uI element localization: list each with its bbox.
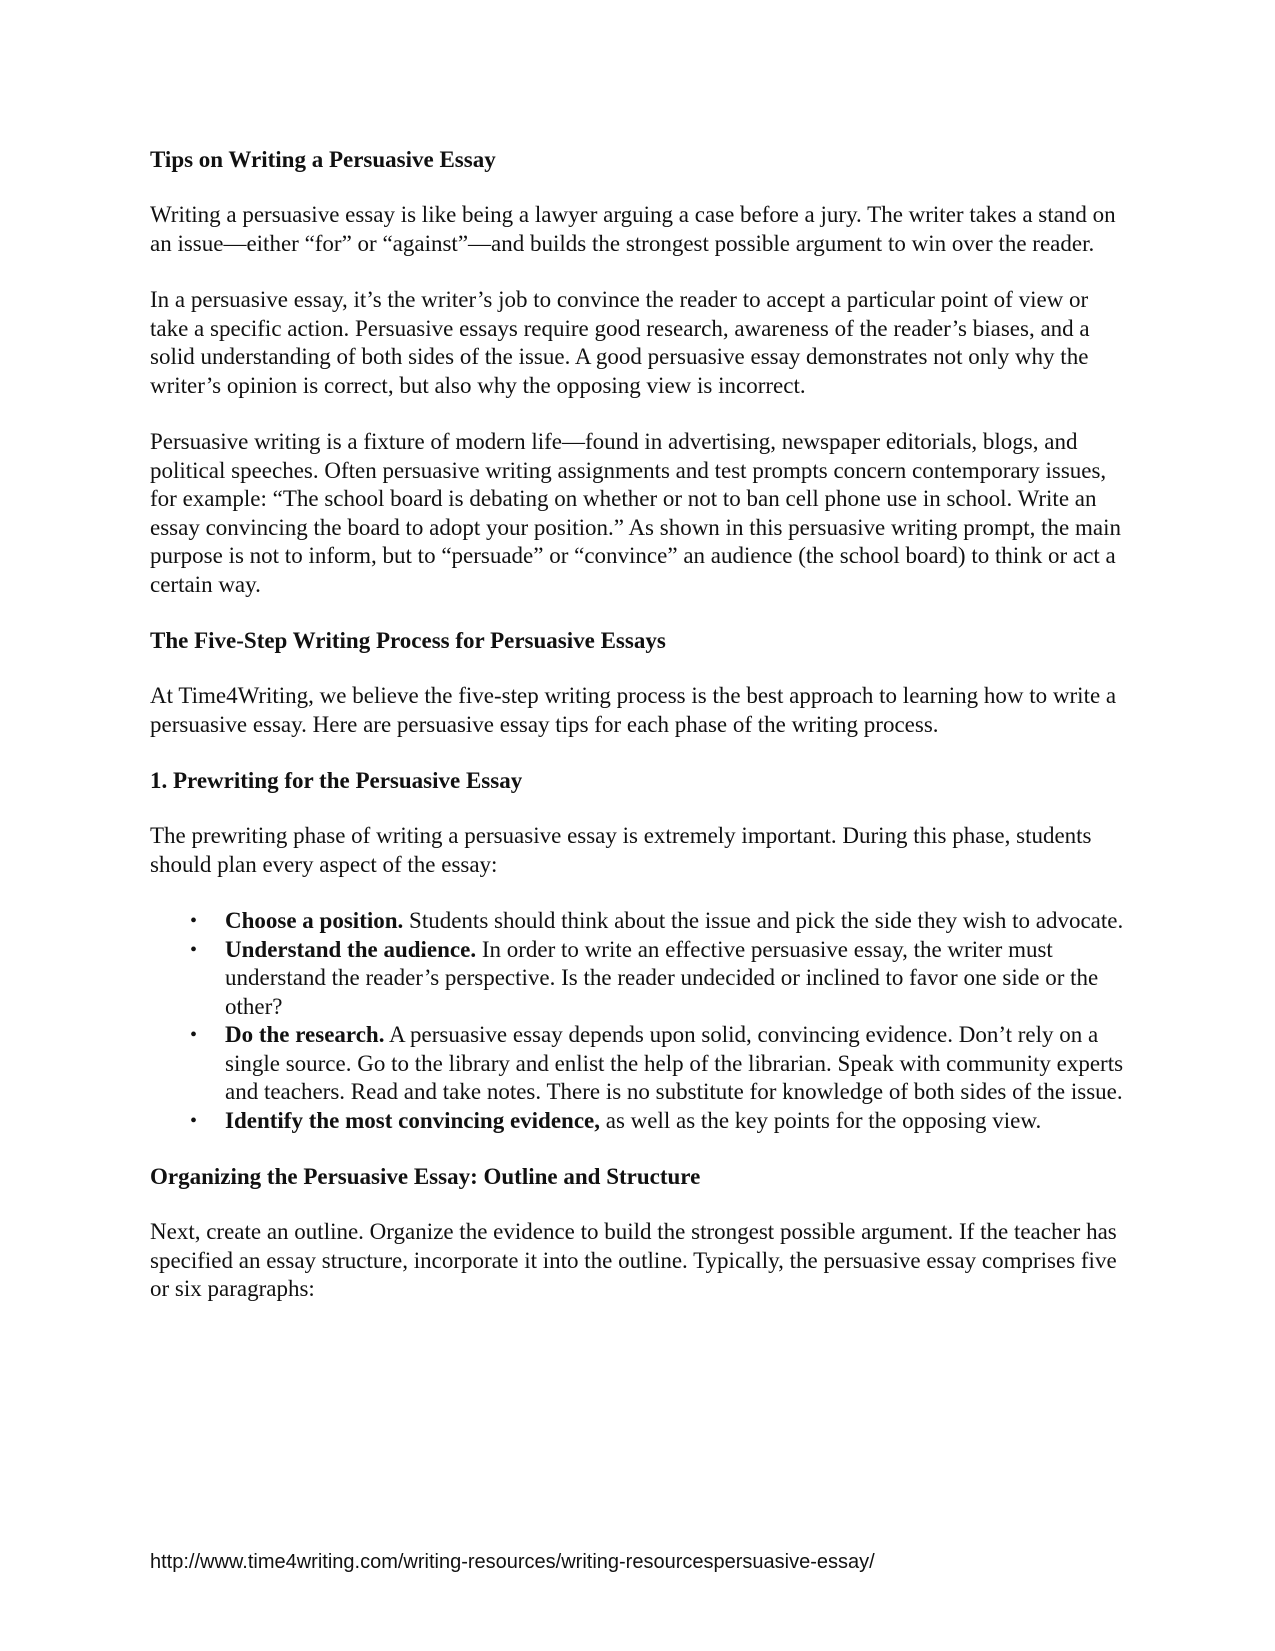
organizing-heading: Organizing the Persuasive Essay: Outline and Structure xyxy=(150,1164,701,1189)
list-item xyxy=(190,1021,1125,1107)
tip-text: as well as the key points for the opposing view. xyxy=(600,1107,1042,1133)
tip-title: Do the research. xyxy=(225,1022,385,1047)
intro-paragraph-1: Writing a persuasive essay is like being a lawyer arguing a case before a jury. The writer takes a stand on an issue—either “for” or “against”—and builds the strongest possible argument to win over the reader. xyxy=(150,202,1116,256)
intro-paragraph-3: Persuasive writing is a fixture of modern life—found in advertising, newspaper editorials, blogs, and political speeches. Often persuasive writing assignments and test prompts concern contemporary issues, for example: “The school board is debating on whether or not to ban cell phone use in school. Write an essay convincing the board to adopt your position.” As shown in this persuasive writing prompt, the main purpose is not to inform, but to “persuade” or “convince” an audience (the school board) to think or act a certain way. xyxy=(150,429,1121,597)
list-item xyxy=(190,907,1125,936)
bullet-icon: • xyxy=(190,938,198,961)
bullet-icon: • xyxy=(190,910,198,932)
tip-title: Understand the audience. xyxy=(225,936,477,962)
tip-text: Students should think about the issue and pick the side they wish to advocate. xyxy=(403,908,1124,933)
process-heading: The Five-Step Writing Process for Persuasive Essays xyxy=(150,628,666,653)
tip-title: Identify the most convincing evidence, xyxy=(225,1107,601,1133)
document-page xyxy=(150,146,1125,1332)
prewriting-heading: 1. Prewriting for the Persuasive Essay xyxy=(150,768,523,793)
process-paragraph: At Time4Writing, we believe the five-step writing process is the best approach to learning how to write a persuasive essay. Here are persuasive essay tips for each phase of the writing process. xyxy=(150,683,1117,737)
bullet-icon: • xyxy=(190,1109,198,1132)
bullet-icon: • xyxy=(190,1024,198,1046)
list-item xyxy=(190,936,1125,1022)
organizing-paragraph: Next, create an outline. Organize the evidence to build the strongest possible argument. If the teacher has specified an essay structure, incorporate it into the outline. Typically, the persuasive essay comprises five or six paragraphs: xyxy=(150,1219,1117,1301)
tip-text: A persuasive essay depends upon solid, convincing evidence. Don’t rely on a single source. Go to the library and enlist the help of the librarian. Speak with community experts and teachers. Read and take notes. There is no substitute for knowledge of both sides of the issue. xyxy=(225,1022,1124,1104)
tip-title: Choose a position. xyxy=(225,908,404,933)
prewriting-tips-list xyxy=(150,907,1125,1135)
list-item xyxy=(190,1107,1125,1136)
intro-paragraph-2: In a persuasive essay, it’s the writer’s job to convince the reader to accept a particular point of view or take a specific action. Persuasive essays require good research, awareness of the reader’s biases, and a solid understanding of both sides of the issue. A good persuasive essay demonstrates not only why the writer’s opinion is correct, but also why the opposing view is incorrect. xyxy=(150,287,1090,398)
tip-text: In order to write an effective persuasive essay, the writer must understand the reader’s perspective. Is the reader undecided or inclined to favor one side or the other? xyxy=(225,936,1099,1019)
prewriting-paragraph: The prewriting phase of writing a persuasive essay is extremely important. During this phase, students should plan every aspect of the essay: xyxy=(150,823,1092,877)
document-title: Tips on Writing a Persuasive Essay xyxy=(150,147,496,172)
footer-source-url: http://www.time4writing.com/writing-resources/writing-resourcespersuasive-essay/ xyxy=(150,1551,875,1573)
